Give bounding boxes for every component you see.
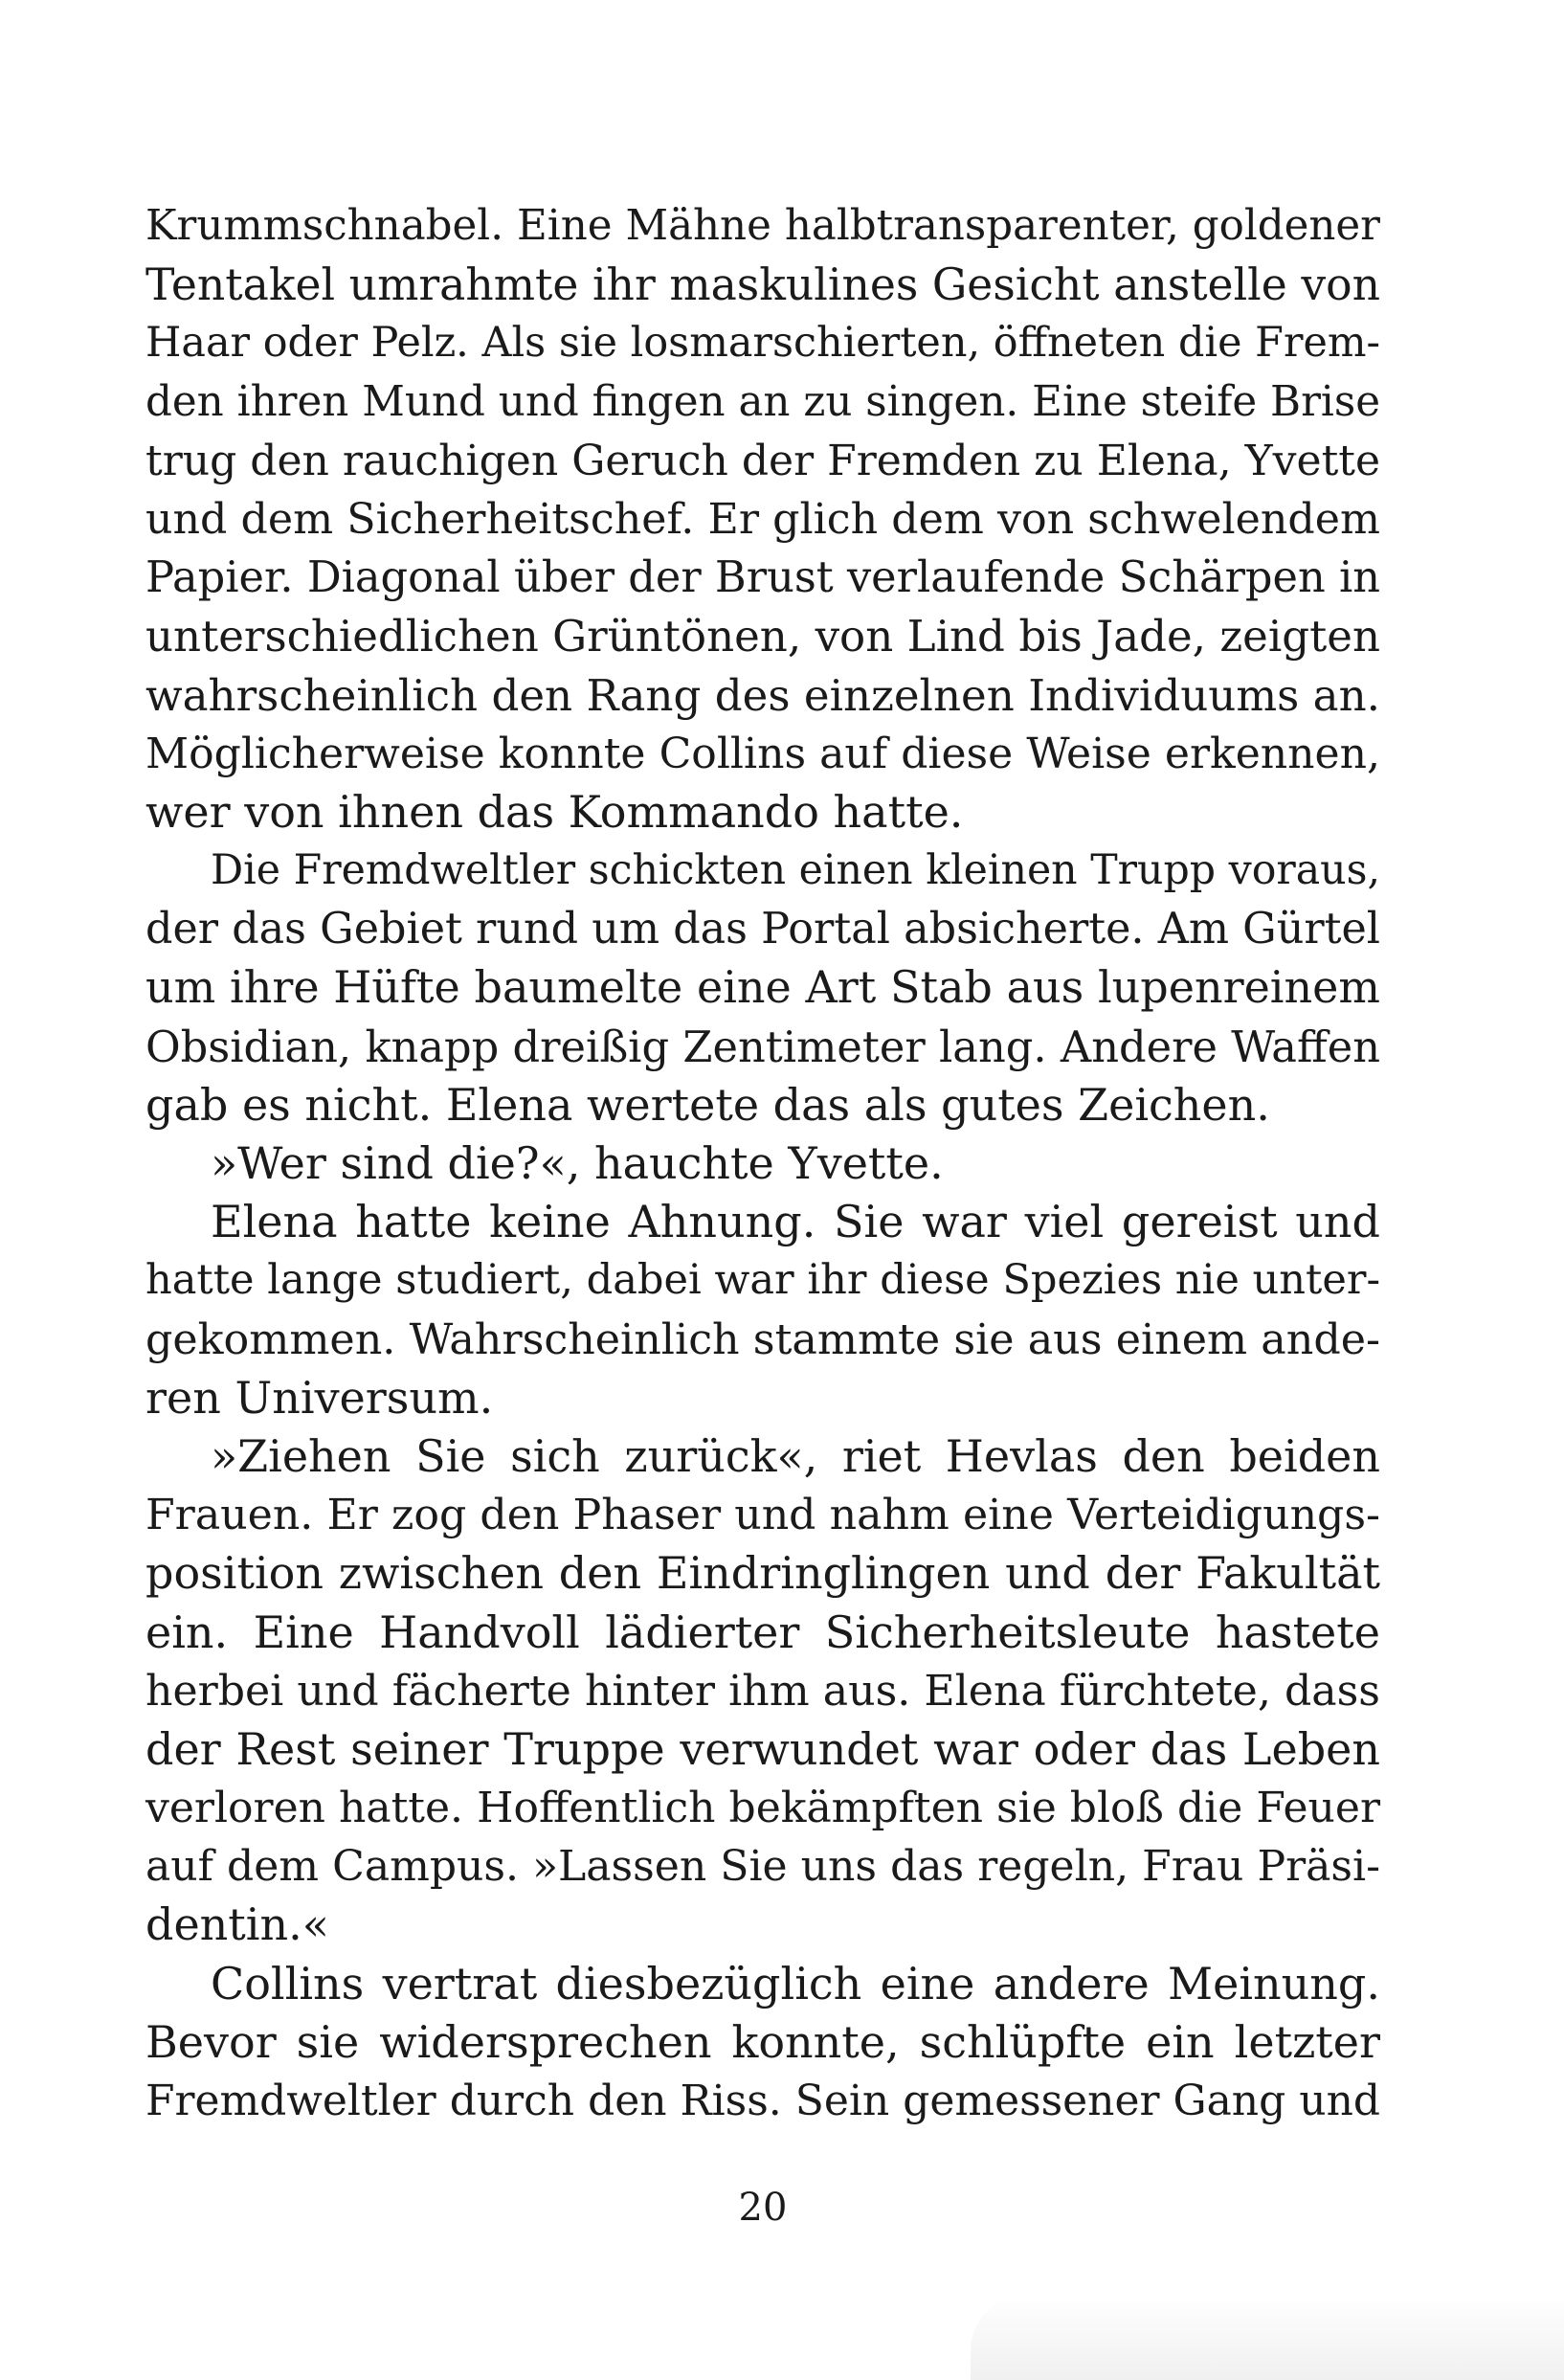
page-curl-shadow bbox=[971, 2294, 1564, 2380]
text-line: Tentakel umrahmte ihr maskulines Gesicht anstelle von bbox=[145, 259, 1380, 311]
text-line: wer von ihnen das Kommando hatte. bbox=[145, 785, 964, 838]
body-text bbox=[145, 197, 1380, 2130]
text-line: hatte lange studiert, dabei war ihr diese Spezies nie unter- bbox=[145, 1256, 1380, 1305]
text-line: Bevor sie widersprechen konnte, schlüpfte ein letzter bbox=[145, 2015, 1380, 2068]
text-line: Collins vertrat diesbezüglich eine andere Meinung. bbox=[211, 1957, 1380, 2010]
text-line: Obsidian, knapp dreißig Zentimeter lang. Andere Waffen bbox=[145, 1021, 1380, 1072]
text-line: herbei und fächerte hinter ihm aus. Elena fürchtete, dass bbox=[145, 1666, 1380, 1716]
text-line: der das Gebiet rund um das Portal absicherte. Am Gürtel bbox=[145, 905, 1380, 954]
text-line: Haar oder Pelz. Als sie losmarschierten, öffneten die Frem- bbox=[145, 319, 1380, 368]
text-line: »Wer sind die?«, hauchte Yvette. bbox=[211, 1137, 944, 1189]
text-line: dentin.« bbox=[145, 1898, 329, 1951]
text-line: verloren hatte. Hoffentlich bekämpften sie bloß die Feuer bbox=[145, 1784, 1380, 1833]
text-line: unterschiedlichen Grüntönen, von Lind bis Jade, zeigten bbox=[145, 611, 1380, 662]
text-line: ren Universum. bbox=[145, 1371, 494, 1424]
text-line: Papier. Diagonal über der Brust verlaufende Schärpen in bbox=[145, 552, 1380, 603]
text-line: gekommen. Wahrscheinlich stammte sie aus einem ande- bbox=[145, 1314, 1380, 1364]
text-line: den ihren Mund und fingen an zu singen. Eine steife Brise bbox=[145, 377, 1380, 426]
text-line: Möglicherweise konnte Collins auf diese Weise erkennen, bbox=[145, 729, 1380, 778]
text-line: gab es nicht. Elena wertete das als gutes Zeichen. bbox=[145, 1078, 1270, 1131]
text-line: der Rest seiner Truppe verwundet war oder das Leben bbox=[145, 1722, 1380, 1775]
text-line: ein. Eine Handvoll lädierter Sicherheitsleute hastete bbox=[145, 1605, 1380, 1658]
text-line: Die Fremdweltler schickten einen kleinen Trupp voraus, bbox=[211, 846, 1380, 895]
text-line: trug den rauchigen Geruch der Fremden zu Elena, Yvette bbox=[145, 436, 1380, 485]
text-line: um ihre Hüfte baumelte eine Art Stab aus lupenreinem bbox=[145, 961, 1380, 1014]
text-line: auf dem Campus. »Lassen Sie uns das regeln, Frau Präsi- bbox=[145, 1842, 1380, 1892]
text-line: Elena hatte keine Ahnung. Sie war viel gereist und bbox=[211, 1196, 1380, 1248]
text-line: position zwischen den Eindringlingen und der Fakultät bbox=[145, 1547, 1380, 1600]
text-line: Krummschnabel. Eine Mähne halbtransparenter, goldener bbox=[145, 202, 1380, 250]
text-line: und dem Sicherheitschef. Er glich dem von schwelendem bbox=[145, 494, 1380, 544]
page-number: 20 bbox=[738, 2186, 788, 2230]
text-line: wahrscheinlich den Rang des einzelnen Individuums an. bbox=[145, 669, 1380, 721]
text-line: »Ziehen Sie sich zurück«, riet Hevlas den beiden bbox=[211, 1429, 1380, 1482]
text-line: Fremdweltler durch den Riss. Sein gemessener Gang und bbox=[145, 2077, 1380, 2125]
text-line: Frauen. Er zog den Phaser und nahm eine Verteidigungs- bbox=[145, 1491, 1380, 1540]
